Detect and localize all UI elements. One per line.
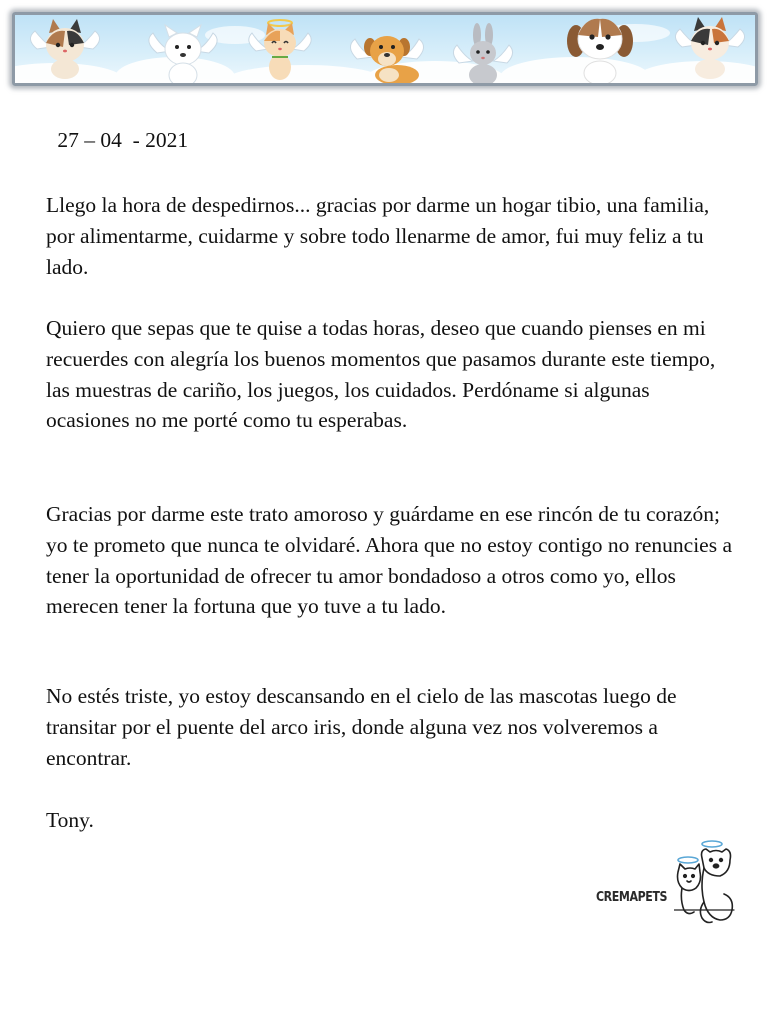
letter-signature: Tony. <box>46 808 94 832</box>
cremapets-logo <box>596 838 736 930</box>
pet-angels-banner <box>12 12 758 86</box>
letter-paragraph: Gracias por darme este trato amoroso y guárdame en ese rincón de tu corazón; yo te prometo que nunca te olvidaré. Ahora que no estoy contigo no renuncies a tener la oportunidad de ofrecer tu amor bondadoso a otros como yo, ellos merecen tener la fortuna que yo tuve a tu lado. <box>46 502 733 619</box>
letter-paragraph: Llego la hora de despedirnos... gracias por darme un hogar tibio, una familia, por alimentarme, cuidarme y sobre todo llenarme de amor, fui muy feliz a tu lado. <box>46 193 710 279</box>
letter-paragraph: Quiero que sepas que te quise a todas horas, deseo que cuando pienses en mi recuerdes con alegría los buenos momentos que pasamos durante este tiempo, las muestras de cariño, los juegos, los cuidados. Perdóname si algunas ocasiones no me porté como tu esperabas. <box>46 316 716 433</box>
angel-cat-and-dog-icon <box>674 838 736 930</box>
letter-date: 27 – 04 - 2021 <box>52 128 189 152</box>
letter-paragraph: No estés triste, yo estoy descansando en el cielo de las mascotas luego de transitar por el puente del arco iris, donde alguna vez nos volveremos a encontrar. <box>46 684 677 770</box>
logo-text: CREMAPETS <box>596 890 668 905</box>
